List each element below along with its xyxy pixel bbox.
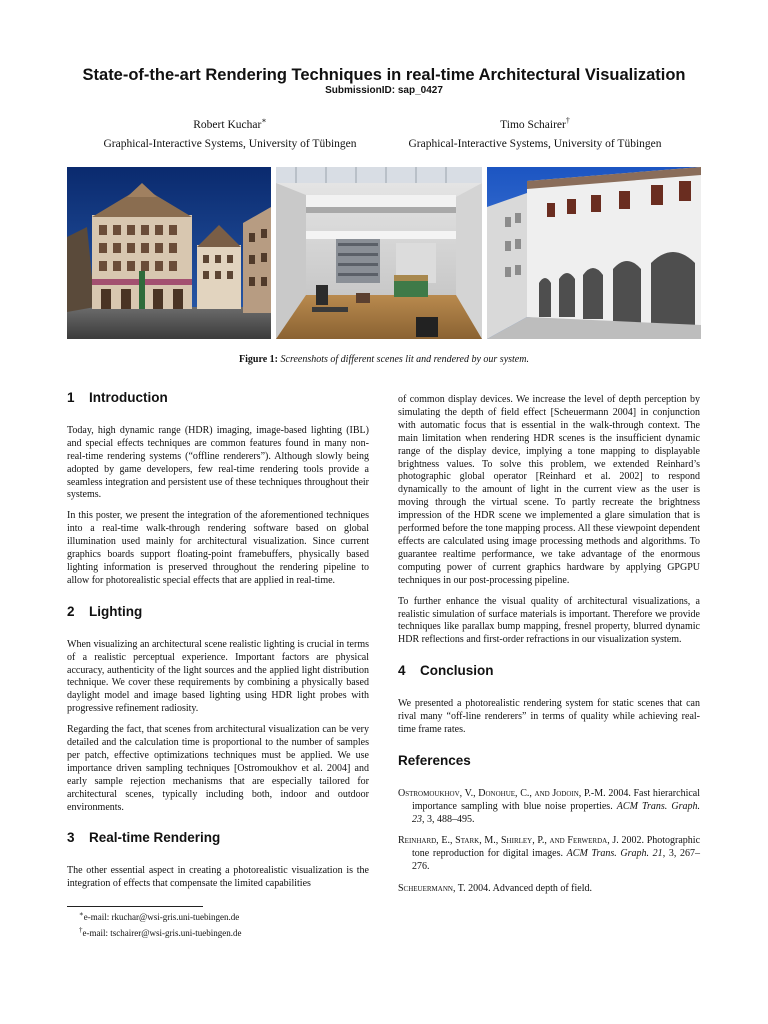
author-mark: † (565, 116, 570, 125)
footnote-rule (67, 906, 203, 907)
paragraph: of common display devices. We increase the level of depth perception by simulating the depth of field effect [Scheuermann 2004] in conjunction with automatic focus that is essential in the walk-through context. The main limitation when rendering HDR scenes is the insufficient dynamic range of the display device, implying a tone mapping to displayable brightness values. To solve this problem, we extended Reinhard’s photographic global operator [Reinhard et al. 2002] to respond dynamically to the amount of light in the current view as the user is moving through the virtual scene. To partly recreate the brightness impression of the HDR scene we implemented a glare simulation that is performed before the tone mapping process. All these viewpoint dependent effects are calculated using image processing methods and algorithms. To guarantee realtime performance, we take advantage of the enormous computing power of current graphics hardware by applying GPGPU techniques in our post-processing pipeline. (398, 394, 700, 586)
footnotes (79, 908, 242, 940)
paragraph: In this poster, we present the integration of the aforementioned techniques into a real-time walk-through rendering software based on global illumination used mainly for architectural visualization. Since current graphics boards support floating-point framebuffers, physically based lighting information is preserved throughout the rendering pipeline to allow for photorealistic special effects that are applied in real-time. (67, 510, 369, 586)
paragraph: Today, high dynamic range (HDR) imaging, image-based lighting (IBL) and special effects techniques are common features found in many non-real-time rendering systems (“offline renderers”). Although slowly being adopted by game developers, few real-time rendering tools provide a seamless integration and persistent use of these techniques throughout their systems. (67, 424, 369, 501)
author-name: Timo Schairer (500, 118, 566, 131)
figure-1 (67, 167, 701, 339)
section-heading-introduction: 1 Introduction (67, 390, 168, 405)
reference-item: Reinhard, E., Stark, M., Shirley, P., and Ferwerda, J. 2002. Photographic tone reproduction for digital images. ACM Trans. Graph. 21, 3, 267–276. (398, 835, 701, 873)
paragraph: To further enhance the visual quality of architectural visualizations, a realistic simulation of surface materials is important. Therefore we provide techniques like parallax bump mapping, fresnel property, blurred dynamic HDR reflections and first-order refractions in our visualization system. (398, 595, 700, 646)
paragraph: When visualizing an architectural scene realistic lighting is crucial in terms of a realistic perceptual experience. Important factors are physical accuracy, authenticity of the light sources and the applied light distribution technique. We cover these requirements by combining a physically based daylight model and image based lighting using HDR light probes with progressive refinement radiosity. (67, 638, 369, 715)
paragraph: We presented a photorealistic rendering system for static scenes that can rival many “off-line renderers” in terms of quality while achieving real-time frame rates. (398, 698, 700, 735)
author-mark: ∗ (261, 116, 267, 125)
paragraph: The other essential aspect in creating a photorealistic visualization is the integration of effects that compensate the limited capabilities (67, 865, 369, 890)
figure-label: Figure 1: (239, 354, 278, 365)
author-block-1 (70, 111, 390, 154)
paragraph: Regarding the fact, that scenes from architectural visualization can be very detailed and the calculation time is proportional to the number of samples per patch, effective optimizations techniques must be applied. We use importance driven sampling techniques [Ostromoukhov et al. 2004] and early sample rejection mechanisms that are especially tailored for architectural scenes, typically including both, indoor and outdoor environments. (67, 724, 369, 813)
reference-item: Scheuermann, T. 2004. Advanced depth of field. (398, 883, 593, 895)
author-name: Robert Kuchar (193, 118, 262, 131)
figure-caption (0, 354, 768, 365)
footnote: †e-mail: tschairer@wsi-gris.uni-tuebingen.de (79, 926, 242, 938)
section-heading-conclusion: 4 Conclusion (398, 663, 494, 679)
section-heading-references: References (398, 752, 471, 768)
section-heading-real-time-rendering: 3 Real-time Rendering (67, 830, 221, 846)
submission-id: SubmissionID: sap_0427 (325, 85, 443, 96)
figure-caption-text: Screenshots of different scenes lit and rendered by our system. (280, 354, 529, 365)
author-affiliation: Graphical-Interactive Systems, University of Tübingen (408, 137, 662, 150)
right-column (398, 394, 700, 905)
screenshot-interior-atrium (276, 167, 482, 339)
section-heading-lighting: 2 Lighting (67, 603, 143, 619)
reference-item: Ostromoukhov, V., Donohue, C., and Jodoin, P.-M. 2004. Fast hierarchical importance sampling with blue noise properties. ACM Trans. Graph. 23, 3, 488–495. (398, 787, 701, 825)
paper-title: State-of-the-art Rendering Techniques in real-time Architectural Visualization (82, 66, 686, 84)
author-block-2 (380, 111, 690, 154)
author-affiliation: Graphical-Interactive Systems, University of Tübingen (103, 137, 357, 150)
screenshot-courtyard-arches (487, 167, 701, 339)
screenshot-town-hall (67, 167, 271, 339)
left-column (67, 392, 369, 899)
footnote: ∗e-mail: rkuchar@wsi-gris.uni-tuebingen.de (79, 910, 240, 922)
